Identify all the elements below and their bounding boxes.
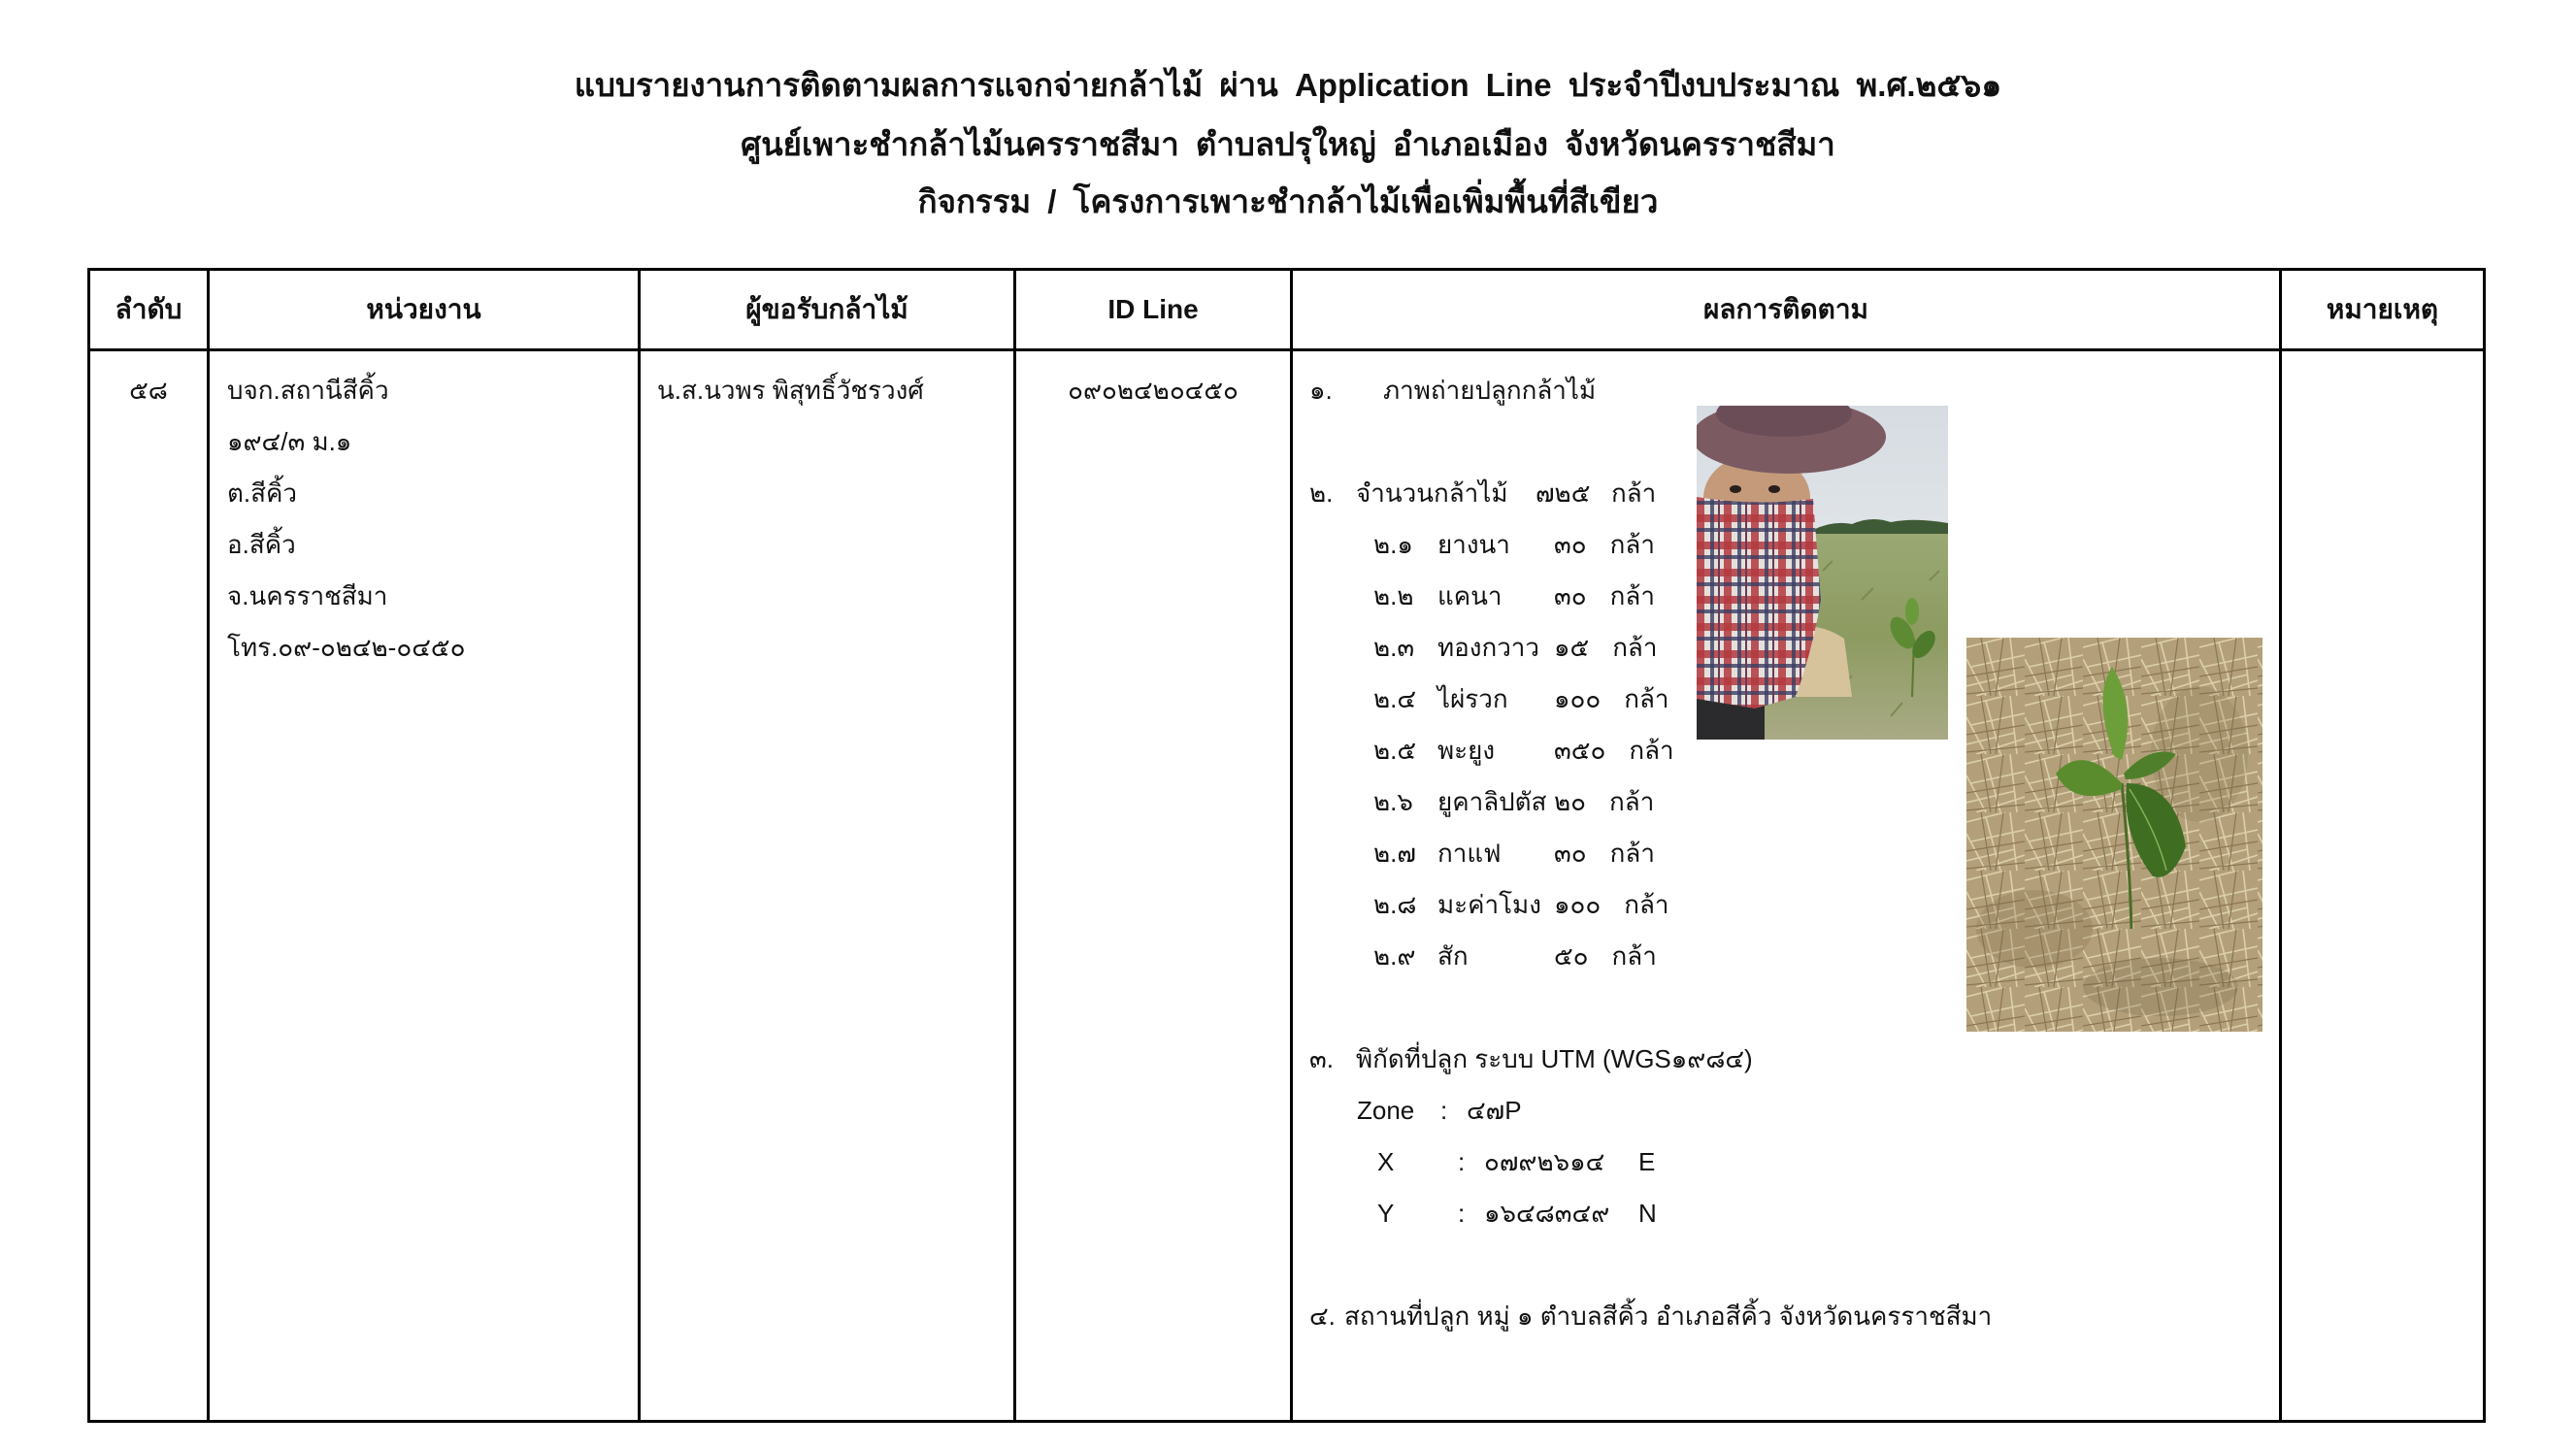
report-subtitle-center: ศูนย์เพาะชำกล้าไม้นครราชสีมา ตำบลปรุใหญ่ อำเภอเมือง จังหวัดนครราชสีมา bbox=[741, 126, 1835, 162]
utm-y-value: ๑๖๔๘๓๔๙ bbox=[1484, 1199, 1610, 1228]
utm-y-direction: N bbox=[1638, 1199, 1657, 1228]
cell-result bbox=[1293, 351, 2282, 1420]
utm-x-value: ๐๗๙๒๖๑๔ bbox=[1484, 1147, 1605, 1176]
species-unit: กล้า bbox=[1609, 530, 1655, 559]
species-number: ๒.๑ bbox=[1373, 530, 1413, 559]
utm-x-direction: E bbox=[1638, 1147, 1656, 1176]
item-text: พิกัดที่ปลูก ระบบ UTM (WGS๑๙๘๔) bbox=[1356, 1044, 1753, 1073]
utm-zone-row bbox=[1293, 1085, 2279, 1136]
species-name: ทองกวาว bbox=[1437, 633, 1539, 662]
agency-name: บจก.สถานีสีคิ้ว bbox=[227, 376, 389, 405]
utm-zone-value: ๔๗P bbox=[1467, 1096, 1522, 1125]
result-item-photo bbox=[1293, 365, 2279, 416]
species-name: ยางนา bbox=[1437, 530, 1510, 559]
item-text: สถานที่ปลูก หมู่ ๑ ตำบลสีคิ้ว อำเภอสีคิ้ว จังหวัดนครราชสีมา bbox=[1344, 1301, 1993, 1331]
species-row bbox=[1293, 674, 2279, 725]
report-table bbox=[87, 268, 2486, 1423]
species-name: มะค่าโมง bbox=[1437, 890, 1541, 919]
agency-district: อ.สีคิ้ว bbox=[227, 530, 296, 559]
species-number: ๒.๘ bbox=[1373, 890, 1417, 919]
header-agency: หน่วยงาน bbox=[210, 271, 641, 351]
header-no: ลำดับ bbox=[90, 271, 210, 351]
species-count: ๓๐ bbox=[1554, 530, 1587, 559]
item-number: ๔. bbox=[1309, 1301, 1336, 1331]
species-number: ๒.๖ bbox=[1373, 787, 1413, 816]
species-name: กาแฟ bbox=[1437, 839, 1502, 868]
seedling-unit: กล้า bbox=[1611, 478, 1657, 508]
species-unit: กล้า bbox=[1609, 839, 1655, 868]
species-count: ๓๕๐ bbox=[1554, 736, 1606, 765]
cell-remark bbox=[2282, 351, 2483, 1420]
utm-zone-label: Zone bbox=[1357, 1096, 1415, 1125]
item-number: ๒. bbox=[1309, 478, 1334, 508]
cell-id-line bbox=[1016, 351, 1293, 1420]
agency-province: จ.นครราชสีมา bbox=[227, 581, 388, 610]
species-name: แคนา bbox=[1437, 581, 1503, 610]
species-unit: กล้า bbox=[1611, 941, 1657, 971]
species-count: ๓๐ bbox=[1554, 581, 1587, 610]
agency-subdistrict: ต.สีคิ้ว bbox=[227, 478, 297, 508]
agency-address: ๑๙๔/๓ ม.๑ bbox=[227, 427, 352, 456]
species-count: ๑๐๐ bbox=[1554, 684, 1602, 713]
species-row bbox=[1293, 931, 2279, 982]
result-item-coordinates bbox=[1293, 1034, 2279, 1085]
header-recipient: ผู้ขอรับกล้าไม้ bbox=[641, 271, 1016, 351]
species-name: พะยูง bbox=[1437, 736, 1496, 765]
header-result: ผลการติดตาม bbox=[1293, 271, 2282, 351]
species-name: ยูคาลิปตัส bbox=[1437, 787, 1547, 816]
result-item-seedling-count bbox=[1293, 468, 2279, 519]
row-number: ๕๘ bbox=[129, 376, 168, 405]
recipient-name: น.ส.นวพร พิสุทธิ์วัชรวงศ์ bbox=[657, 376, 924, 405]
item-text: ภาพถ่ายปลูกกล้าไม้ bbox=[1383, 376, 1597, 405]
species-row bbox=[1293, 828, 2279, 879]
utm-y-label: Y bbox=[1377, 1199, 1395, 1228]
species-number: ๒.๔ bbox=[1373, 684, 1417, 713]
id-line-value: ๐๙๐๒๔๒๐๔๕๐ bbox=[1068, 376, 1238, 405]
cell-agency bbox=[210, 351, 641, 1420]
species-name: ไผ่รวก bbox=[1437, 684, 1508, 713]
species-unit: กล้า bbox=[1624, 684, 1669, 713]
species-unit: กล้า bbox=[1612, 633, 1658, 662]
header-remark: หมายเหตุ bbox=[2282, 271, 2483, 351]
utm-x-label: X bbox=[1377, 1147, 1395, 1176]
report-title: แบบรายงานการติดตามผลการแจกจ่ายกล้าไม้ ผ่าน Application Line ประจำปีงบประมาณ พ.ศ.๒๕๖๑ bbox=[574, 67, 2002, 103]
utm-x-row bbox=[1293, 1136, 2279, 1188]
header-id-line: ID Line bbox=[1016, 271, 1293, 351]
species-row bbox=[1293, 879, 2279, 931]
species-count: ๑๐๐ bbox=[1554, 890, 1602, 919]
species-row bbox=[1293, 622, 2279, 674]
cell-no bbox=[90, 351, 210, 1420]
species-number: ๒.๓ bbox=[1373, 633, 1415, 662]
species-count: ๕๐ bbox=[1554, 941, 1589, 971]
species-unit: กล้า bbox=[1624, 890, 1669, 919]
species-number: ๒.๒ bbox=[1373, 581, 1414, 610]
separator: : bbox=[1440, 1096, 1448, 1125]
species-count: ๑๕ bbox=[1554, 633, 1590, 662]
separator: : bbox=[1458, 1199, 1466, 1228]
result-item-location bbox=[1293, 1291, 2279, 1342]
separator: : bbox=[1458, 1147, 1466, 1176]
item-number: ๑. bbox=[1309, 376, 1333, 405]
species-row bbox=[1293, 519, 2279, 571]
species-number: ๒.๙ bbox=[1373, 941, 1416, 971]
species-unit: กล้า bbox=[1609, 787, 1655, 816]
species-name: สัก bbox=[1437, 941, 1469, 971]
species-unit: กล้า bbox=[1609, 581, 1655, 610]
utm-y-row bbox=[1293, 1188, 2279, 1239]
cell-recipient bbox=[641, 351, 1016, 1420]
seedling-total: ๗๒๕ bbox=[1536, 478, 1591, 508]
species-row bbox=[1293, 776, 2279, 828]
species-row bbox=[1293, 571, 2279, 622]
item-label: จำนวนกล้าไม้ bbox=[1356, 478, 1508, 508]
species-number: ๒.๕ bbox=[1373, 736, 1417, 765]
species-row bbox=[1293, 725, 2279, 776]
report-subtitle-activity: กิจกรรม / โครงการเพาะชำกล้าไม้เพื่อเพิ่มพื้นที่สีเขียว bbox=[917, 183, 1659, 219]
species-unit: กล้า bbox=[1629, 736, 1674, 765]
species-count: ๓๐ bbox=[1554, 839, 1587, 868]
species-number: ๒.๗ bbox=[1373, 839, 1416, 868]
agency-phone: โทร.๐๙-๐๒๔๒-๐๔๕๐ bbox=[227, 633, 466, 662]
species-count: ๒๐ bbox=[1554, 787, 1587, 816]
item-number: ๓. bbox=[1309, 1044, 1334, 1073]
